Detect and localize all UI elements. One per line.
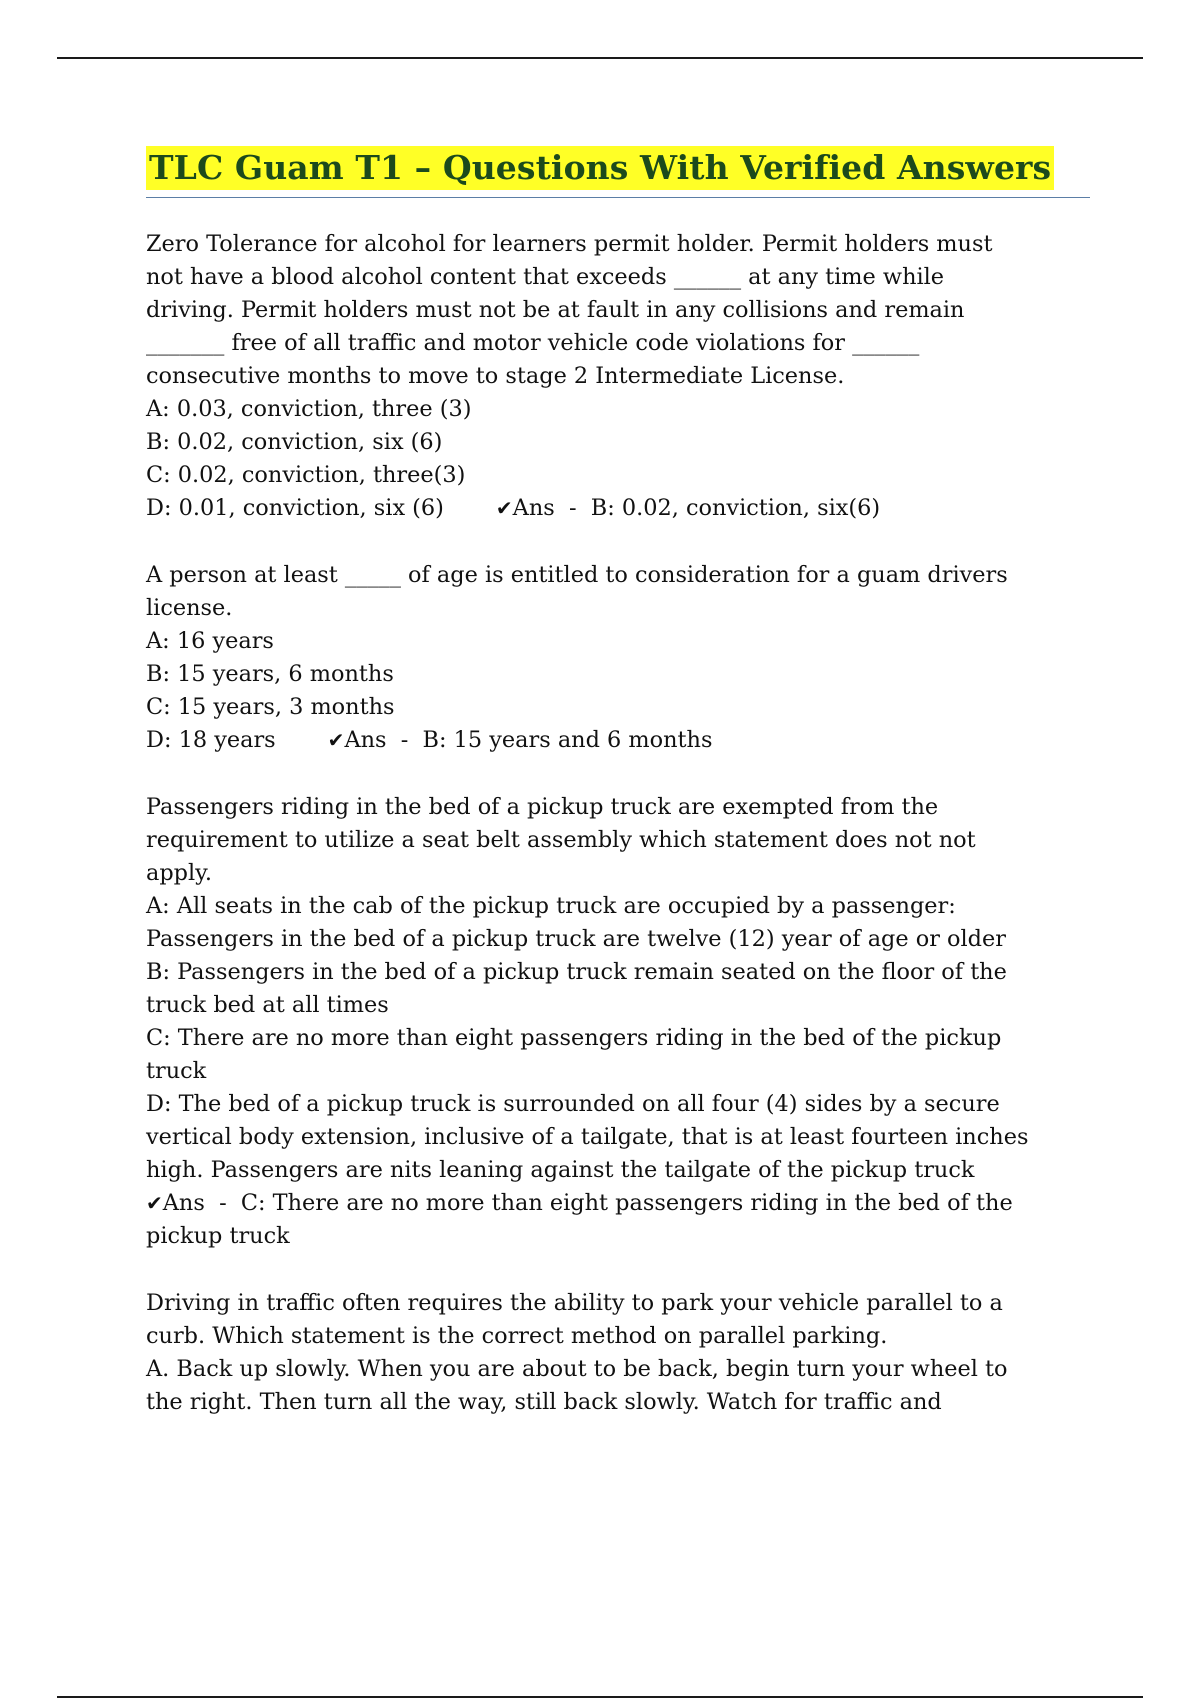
checkmark-icon: ✔	[146, 1191, 163, 1215]
answer-text: Ans - C: There are no more than eight passengers riding in the bed of the	[162, 1190, 1013, 1216]
question-text-line: A person at least _____ of age is entitled to consideration for a guam drivers	[146, 562, 1008, 588]
header-rule	[57, 57, 1143, 59]
question-text-line: curb. Which statement is the correct method on parallel parking.	[146, 1323, 888, 1349]
option-c: C: 0.02, conviction, three(3)	[146, 462, 466, 488]
option-d: D: 18 years	[146, 727, 276, 753]
answer-text: Ans - B: 15 years and 6 months	[344, 727, 713, 753]
document-title: TLC Guam T1 – Questions With Verified Answers	[146, 146, 1054, 190]
document-body	[146, 146, 1090, 1453]
question-text-line: Zero Tolerance for alcohol for learners permit holder. Permit holders must	[146, 231, 993, 257]
option-d: D: The bed of a pickup truck is surrounded on all four (4) sides by a secure	[146, 1091, 1000, 1117]
option-a: A. Back up slowly. When you are about to be back, begin turn your wheel to	[146, 1356, 1008, 1382]
answer	[146, 1187, 1090, 1220]
answer-text-cont: pickup truck	[146, 1223, 290, 1249]
question-text-line: apply.	[146, 860, 212, 886]
question-block-4	[146, 1287, 1090, 1419]
question-text-line: license.	[146, 595, 233, 621]
question-block-1	[146, 228, 1090, 525]
option-d-with-answer	[146, 724, 1090, 757]
option-d-cont: vertical body extension, inclusive of a tailgate, that is at least fourteen inches	[146, 1124, 1029, 1150]
option-a: A: 16 years	[146, 628, 274, 654]
question-text-line: Passengers riding in the bed of a pickup truck are exempted from the	[146, 794, 939, 820]
option-b: B: 15 years, 6 months	[146, 661, 394, 687]
option-a: A: 0.03, conviction, three (3)	[146, 396, 472, 422]
option-c: C: 15 years, 3 months	[146, 694, 395, 720]
title-underline	[146, 146, 1090, 198]
question-text-line: consecutive months to move to stage 2 Intermediate License.	[146, 363, 845, 389]
question-text-line: requirement to utilize a seat belt assembly which statement does not not	[146, 827, 976, 853]
question-text-line: driving. Permit holders must not be at fault in any collisions and remain	[146, 297, 965, 323]
option-d-with-answer	[146, 492, 1090, 525]
question-text-line: not have a blood alcohol content that exceeds ______ at any time while	[146, 264, 945, 290]
option-c: C: There are no more than eight passengers riding in the bed of the pickup	[146, 1025, 1002, 1051]
option-d: D: 0.01, conviction, six (6)	[146, 495, 444, 521]
checkmark-icon: ✔	[327, 728, 345, 752]
checkmark-icon: ✔	[495, 496, 513, 520]
answer	[276, 727, 713, 753]
question-block-2	[146, 559, 1090, 757]
option-b: B: Passengers in the bed of a pickup truck remain seated on the floor of the	[146, 959, 1007, 985]
option-a-cont: Passengers in the bed of a pickup truck are twelve (12) year of age or older	[146, 926, 1006, 952]
option-c-cont: truck	[146, 1058, 207, 1084]
question-text-line: _______ free of all traffic and motor vehicle code violations for ______	[146, 330, 920, 356]
footer-rule	[57, 1696, 1143, 1698]
answer	[444, 495, 880, 521]
question-text-line: Driving in traffic often requires the ability to park your vehicle parallel to a	[146, 1290, 1003, 1316]
option-a: A: All seats in the cab of the pickup truck are occupied by a passenger:	[146, 893, 956, 919]
answer-text: Ans - B: 0.02, conviction, six(6)	[512, 495, 881, 521]
option-b: B: 0.02, conviction, six (6)	[146, 429, 443, 455]
option-a-cont: the right. Then turn all the way, still back slowly. Watch for traffic and	[146, 1389, 942, 1415]
question-block-3	[146, 791, 1090, 1253]
option-d-cont: high. Passengers are nits leaning against the tailgate of the pickup truck	[146, 1157, 975, 1183]
option-b-cont: truck bed at all times	[146, 992, 389, 1018]
